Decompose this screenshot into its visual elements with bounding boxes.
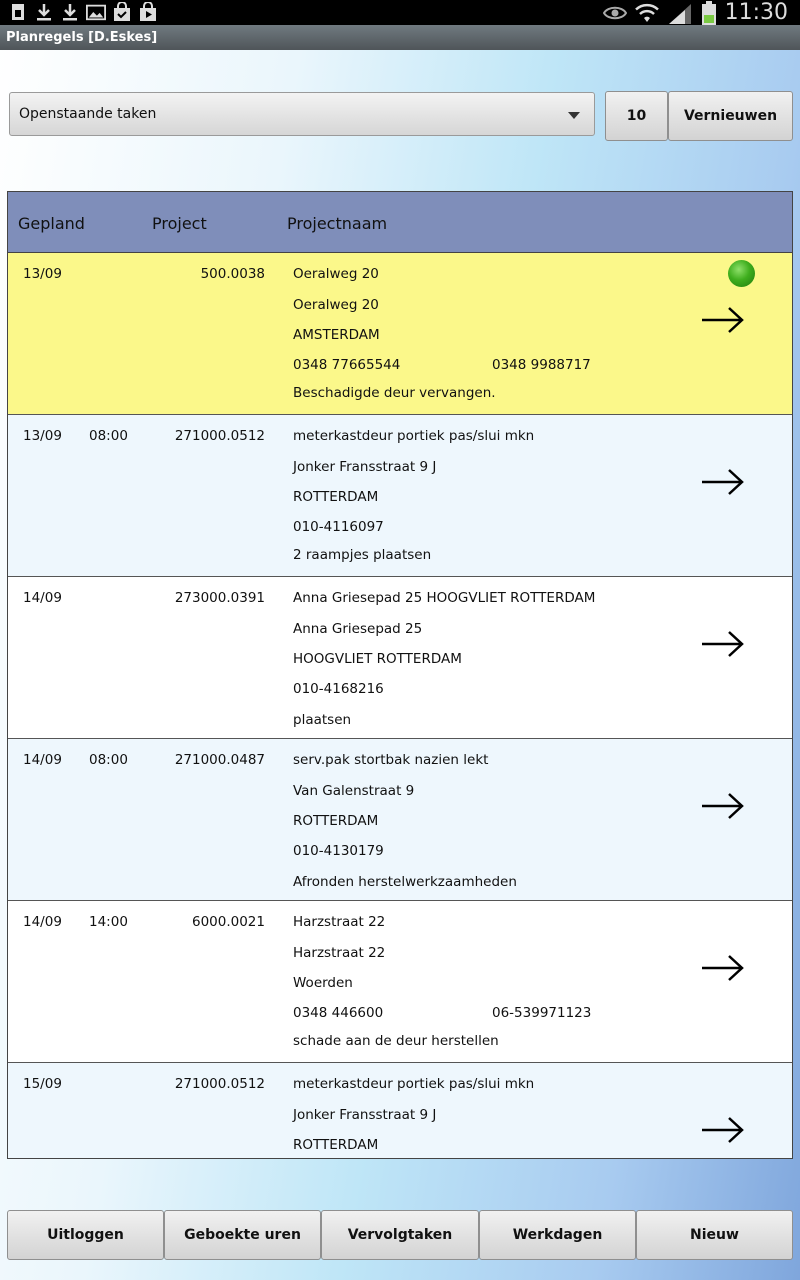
- header-projectnaam: Projectnaam: [287, 214, 388, 233]
- row-address: Jonker Fransstraat 9 J: [293, 459, 437, 475]
- row-phone2: 06-539971123: [492, 1005, 592, 1021]
- row-address: Van Galenstraat 9: [293, 783, 415, 799]
- row-name: serv.pak stortbak nazien lekt: [293, 752, 489, 768]
- row-project: 273000.0391: [174, 590, 265, 606]
- row-project: 500.0038: [200, 266, 265, 282]
- row-address: Harzstraat 22: [293, 945, 386, 961]
- table-header: [8, 192, 792, 253]
- row-description: schade aan de deur herstellen: [293, 1033, 499, 1049]
- row-date: 13/09: [23, 266, 62, 282]
- refresh-button[interactable]: Vernieuwen: [668, 91, 793, 141]
- row-date: 14/09: [23, 914, 62, 930]
- row-description: plaatsen: [293, 712, 352, 728]
- arrow-right-icon[interactable]: [700, 791, 746, 821]
- download-icon: [60, 2, 80, 22]
- row-phone1: 010-4130179: [293, 843, 384, 859]
- play-store-icon: [138, 2, 158, 22]
- row-name: Anna Griesepad 25 HOOGVLIET ROTTERDAM: [293, 590, 596, 606]
- row-city: ROTTERDAM: [293, 1137, 379, 1153]
- row-name: meterkastdeur portiek pas/slui mkn: [293, 1076, 535, 1092]
- notification-icons: [8, 2, 158, 22]
- row-description: Afronden herstelwerkzaamheden: [293, 874, 517, 890]
- new-button[interactable]: Nieuw: [636, 1210, 793, 1260]
- logout-button[interactable]: Uitloggen: [7, 1210, 164, 1260]
- row-city: AMSTERDAM: [293, 327, 380, 343]
- row-description: Beschadigde deur vervangen.: [293, 385, 496, 401]
- row-time: 14:00: [89, 914, 128, 930]
- row-project: 271000.0512: [174, 428, 265, 444]
- table-row[interactable]: [8, 253, 792, 415]
- workdays-button[interactable]: Werkdagen: [479, 1210, 636, 1260]
- row-date: 14/09: [23, 752, 62, 768]
- clock: 11:30: [724, 0, 788, 25]
- system-icons: [603, 0, 788, 25]
- row-date: 13/09: [23, 428, 62, 444]
- row-address: Anna Griesepad 25: [293, 621, 423, 637]
- row-address: Oeralweg 20: [293, 297, 379, 313]
- row-city: Woerden: [293, 975, 353, 991]
- eye-icon: [603, 5, 627, 21]
- table-row[interactable]: [8, 1063, 792, 1159]
- row-city: ROTTERDAM: [293, 489, 379, 505]
- row-city: ROTTERDAM: [293, 813, 379, 829]
- task-filter-selected: Openstaande taken: [19, 106, 157, 122]
- table-row[interactable]: [8, 739, 792, 901]
- arrow-right-icon[interactable]: [700, 305, 746, 335]
- row-name: meterkastdeur portiek pas/slui mkn: [293, 428, 535, 444]
- status-dot-icon: [728, 260, 755, 287]
- table-row[interactable]: [8, 901, 792, 1063]
- arrow-right-icon[interactable]: [700, 467, 746, 497]
- row-phone2: 0348 9988717: [492, 357, 591, 373]
- row-phone1: 0348 446600: [293, 1005, 384, 1021]
- booked-hours-button[interactable]: Geboekte uren: [164, 1210, 321, 1260]
- arrow-right-icon[interactable]: [700, 953, 746, 983]
- status-bar: [0, 0, 800, 25]
- header-gepland: Gepland: [18, 214, 85, 233]
- image-icon: [86, 2, 106, 22]
- battery-icon: [701, 1, 717, 25]
- wifi-icon: [635, 2, 659, 24]
- download-icon: [34, 2, 54, 22]
- row-date: 14/09: [23, 590, 62, 606]
- shopping-bag-icon: [112, 2, 132, 22]
- row-project: 6000.0021: [191, 914, 265, 930]
- row-date: 15/09: [23, 1076, 62, 1092]
- row-address: Jonker Fransstraat 9 J: [293, 1107, 437, 1123]
- row-time: 08:00: [89, 752, 128, 768]
- app-title: Planregels [D.Eskes]: [0, 25, 800, 50]
- row-city: HOOGVLIET ROTTERDAM: [293, 651, 462, 667]
- task-filter-dropdown[interactable]: [9, 92, 595, 136]
- arrow-right-icon[interactable]: [700, 1115, 746, 1145]
- header-project: Project: [152, 214, 207, 233]
- row-description: 2 raampjes plaatsen: [293, 547, 432, 563]
- table-row[interactable]: [8, 415, 792, 577]
- row-project: 271000.0512: [174, 1076, 265, 1092]
- count-button[interactable]: 10: [605, 91, 668, 141]
- follow-up-tasks-button[interactable]: Vervolgtaken: [321, 1210, 479, 1260]
- row-time: 08:00: [89, 428, 128, 444]
- row-phone1: 010-4168216: [293, 681, 384, 697]
- chevron-down-icon: [568, 112, 580, 119]
- arrow-right-icon[interactable]: [700, 629, 746, 659]
- row-project: 271000.0487: [174, 752, 265, 768]
- row-phone1: 010-4116097: [293, 519, 384, 535]
- row-name: Harzstraat 22: [293, 914, 386, 930]
- task-table: [7, 191, 793, 1159]
- signal-icon: [667, 2, 693, 24]
- table-row[interactable]: [8, 577, 792, 739]
- row-phone1: 0348 77665544: [293, 357, 401, 373]
- row-name: Oeralweg 20: [293, 266, 379, 282]
- sim-card-icon: [8, 2, 28, 22]
